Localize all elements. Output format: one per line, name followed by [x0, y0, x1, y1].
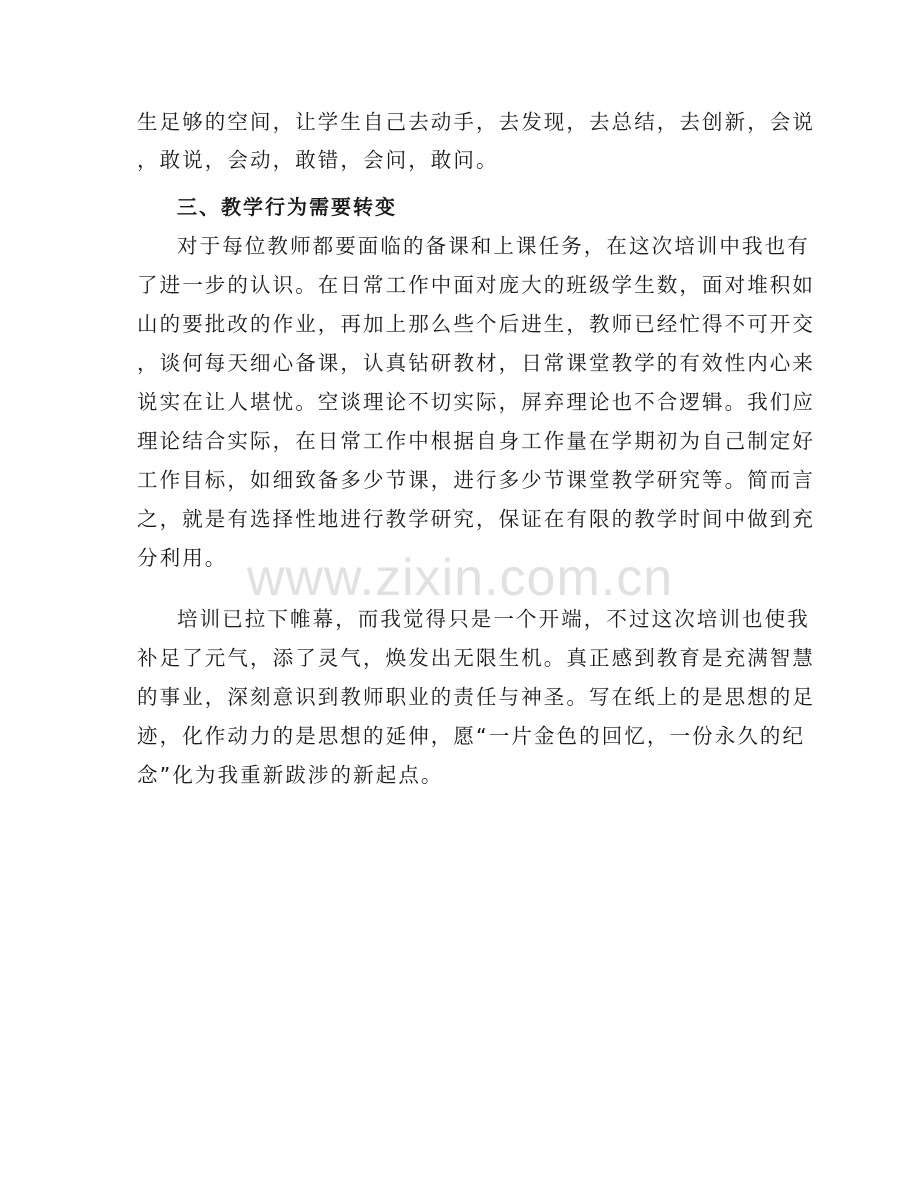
paragraph-line: 理论结合实际，在日常工作中根据自身工作量在学期初为自己制定好 — [137, 429, 815, 453]
paragraph-line: 之，就是有选择性地进行教学研究，保证在有限的教学时间中做到充 — [137, 507, 815, 531]
paragraph-line: 的事业，深刻意识到教师职业的责任与神圣。写在纸上的是思想的足 — [137, 685, 815, 709]
paragraph-line: 对于每位教师都要面临的备课和上课任务，在这次培训中我也有 — [177, 234, 810, 258]
paragraph-line: 工作目标，如细致备多少节课，进行多少节课堂教学研究等。简而言 — [137, 468, 815, 492]
paragraph-line: 山的要批改的作业，再加上那么些个后进生，教师已经忙得不可开交 — [137, 312, 815, 336]
paragraph-line: 培训已拉下帷幕，而我觉得只是一个开端，不过这次培训也使我 — [177, 607, 810, 631]
paragraph-line: 补足了元气，添了灵气，焕发出无限生机。真正感到教育是充满智慧 — [137, 646, 815, 670]
paragraph-line: ，敢说，会动，敢错，会问，敢问。 — [137, 148, 499, 172]
paragraph-line: 了进一步的认识。在日常工作中面对庞大的班级学生数，面对堆积如 — [137, 273, 815, 297]
watermark: www.zixin.com.cn — [246, 549, 674, 607]
paragraph-line: 迹，化作动力的是思想的延伸，愿“一片金色的回忆，一份永久的纪 — [137, 724, 806, 748]
paragraph-line: 念”化为我重新跋涉的新起点。 — [137, 763, 444, 787]
paragraph-line: 分利用。 — [137, 546, 228, 570]
paragraph-line: 生足够的空间，让学生自己去动手，去发现，去总结，去创新，会说 — [137, 110, 815, 134]
paragraph-line: ，谈何每天细心备课，认真钻研教材，日常课堂教学的有效性内心来 — [137, 351, 815, 375]
paragraph-line: 说实在让人堪忧。空谈理论不切实际，屏弃理论也不合逻辑。我们应 — [137, 390, 815, 414]
section-heading: 三、教学行为需要转变 — [177, 195, 397, 219]
